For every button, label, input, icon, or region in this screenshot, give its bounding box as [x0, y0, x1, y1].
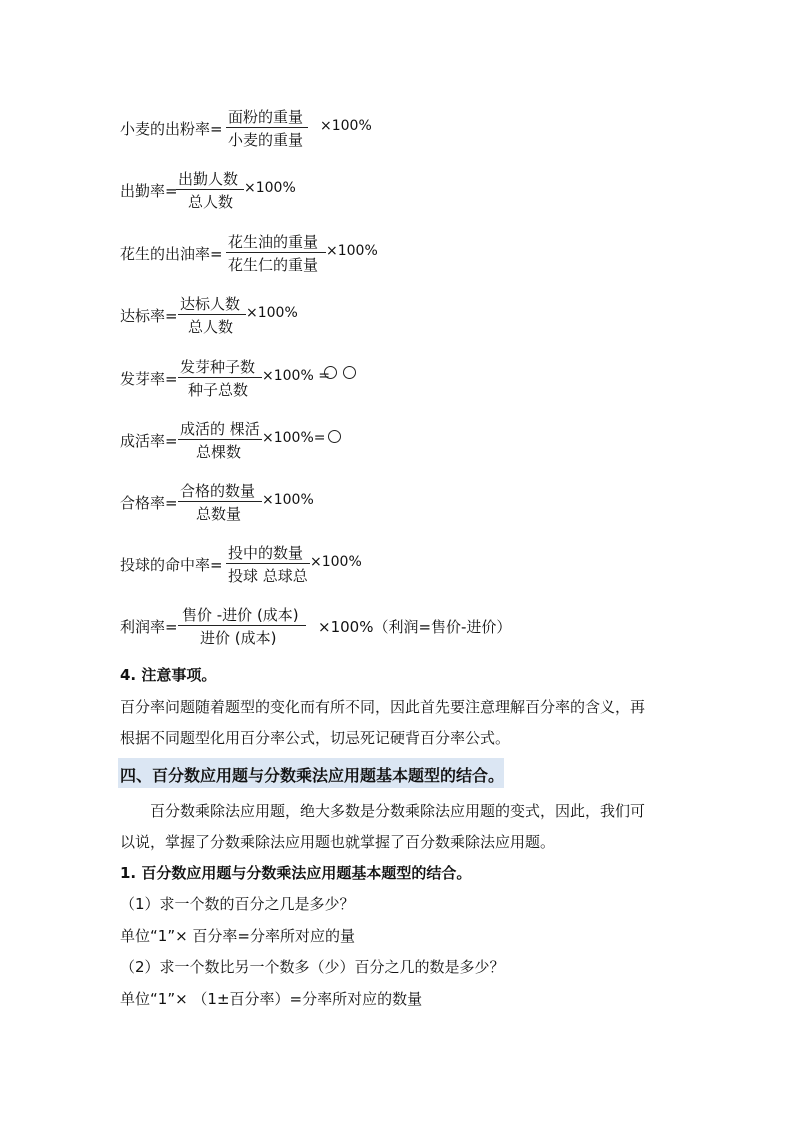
formula-suffix: ×100% — [320, 118, 372, 134]
paragraph-line: 以说，掌握了分数乘除法应用题也就掌握了百分数乘除法应用题。 — [120, 833, 556, 851]
formula-denominator: 总人数 — [188, 193, 234, 211]
formula-numerator: 达标人数 — [180, 295, 241, 313]
formula-numerator: 投中的数量 — [228, 544, 304, 562]
circle-icon — [324, 366, 337, 379]
subsection-title: 1. 百分数应用题与分数乘法应用题基本题型的结合。 — [120, 864, 472, 882]
formula-denominator: 花生仁的重量 — [228, 256, 319, 274]
fraction-bar — [178, 314, 246, 315]
formula-label: 利润率= — [120, 618, 178, 636]
formula-numerator: 合格的数量 — [180, 482, 256, 500]
formula-numerator: 面粉的重量 — [228, 108, 304, 126]
formula-suffix: ×100%= — [262, 430, 326, 446]
formula-denominator: 小麦的重量 — [228, 131, 304, 149]
question-line: （2）求一个数比另一个数多（少）百分之几的数是多少？ — [120, 958, 505, 976]
formula-numerator: 花生油的重量 — [228, 233, 319, 251]
formula-label: 达标率= — [120, 307, 178, 325]
formula-profit-rate — [120, 604, 540, 648]
formula-suffix: ×100% — [262, 492, 314, 508]
paragraph-line: 百分数乘除法应用题，绝大多数是分数乘除法应用题的变式，因此，我们可 — [150, 802, 646, 820]
circle-icon — [343, 366, 356, 379]
formula-denominator: 进价 (成本) — [200, 629, 277, 647]
formula-label: 合格率= — [120, 494, 178, 512]
section-title: 4. 注意事项。 — [120, 666, 217, 684]
paragraph-line: 百分率问题随着题型的变化而有所不同，因此首先要注意理解百分率的含义，再 — [120, 698, 646, 716]
formula-suffix: ×100% = — [262, 368, 330, 384]
fraction-bar — [176, 189, 244, 190]
fraction-bar — [178, 439, 262, 440]
formula-standard-rate — [120, 293, 320, 337]
formula-hit-rate — [120, 542, 380, 586]
formula-suffix: ×100%（利润=售价-进价） — [318, 618, 512, 636]
formula-suffix: ×100% — [310, 554, 362, 570]
formula-numerator: 发芽种子数 — [180, 358, 256, 376]
fraction-bar — [226, 252, 326, 253]
heading-text: 四、百分数应用题与分数乘法应用题基本题型的结合。 — [120, 766, 505, 785]
fraction-bar — [178, 377, 262, 378]
answer-line: 单位“1”× 百分率=分率所对应的量 — [120, 927, 355, 945]
formula-label: 花生的出油率= — [120, 245, 223, 263]
formula-denominator: 投球 总球总 — [228, 567, 308, 585]
fraction-bar — [226, 127, 308, 128]
answer-line: 单位“1”× （1±百分率）=分率所对应的数量 — [120, 990, 423, 1008]
formula-label: 投球的命中率= — [120, 556, 223, 574]
fraction-bar — [178, 625, 306, 626]
formula-qualified-rate — [120, 480, 340, 524]
circle-icon — [328, 430, 341, 443]
formula-label: 小麦的出粉率= — [120, 120, 223, 138]
formula-numerator: 售价 -进价 (成本) — [182, 606, 299, 624]
formula-denominator: 种子总数 — [188, 381, 249, 399]
formula-attendance-rate — [120, 168, 320, 212]
formula-suffix: ×100% — [246, 305, 298, 321]
formula-flour-rate — [120, 106, 380, 150]
formula-survival-rate — [120, 418, 360, 462]
formula-suffix: ×100% — [326, 243, 378, 259]
formula-numerator: 成活的 棵活 — [180, 420, 260, 438]
formula-germination-rate — [120, 356, 380, 400]
formula-suffix: ×100% — [244, 180, 296, 196]
formula-label: 出勤率= — [120, 182, 178, 200]
formula-denominator: 总数量 — [196, 505, 242, 523]
formula-oil-rate — [120, 231, 380, 275]
fraction-bar — [226, 563, 310, 564]
formula-denominator: 总棵数 — [196, 443, 242, 461]
formula-label: 成活率= — [120, 432, 178, 450]
paragraph-line: 根据不同题型化用百分率公式，切忌死记硬背百分率公式。 — [120, 729, 511, 747]
formula-label: 发芽率= — [120, 370, 178, 388]
formula-numerator: 出勤人数 — [178, 170, 239, 188]
fraction-bar — [178, 501, 262, 502]
question-line: （1）求一个数的百分之几是多少？ — [120, 895, 355, 913]
formula-denominator: 总人数 — [188, 318, 234, 336]
section-heading — [118, 758, 504, 788]
